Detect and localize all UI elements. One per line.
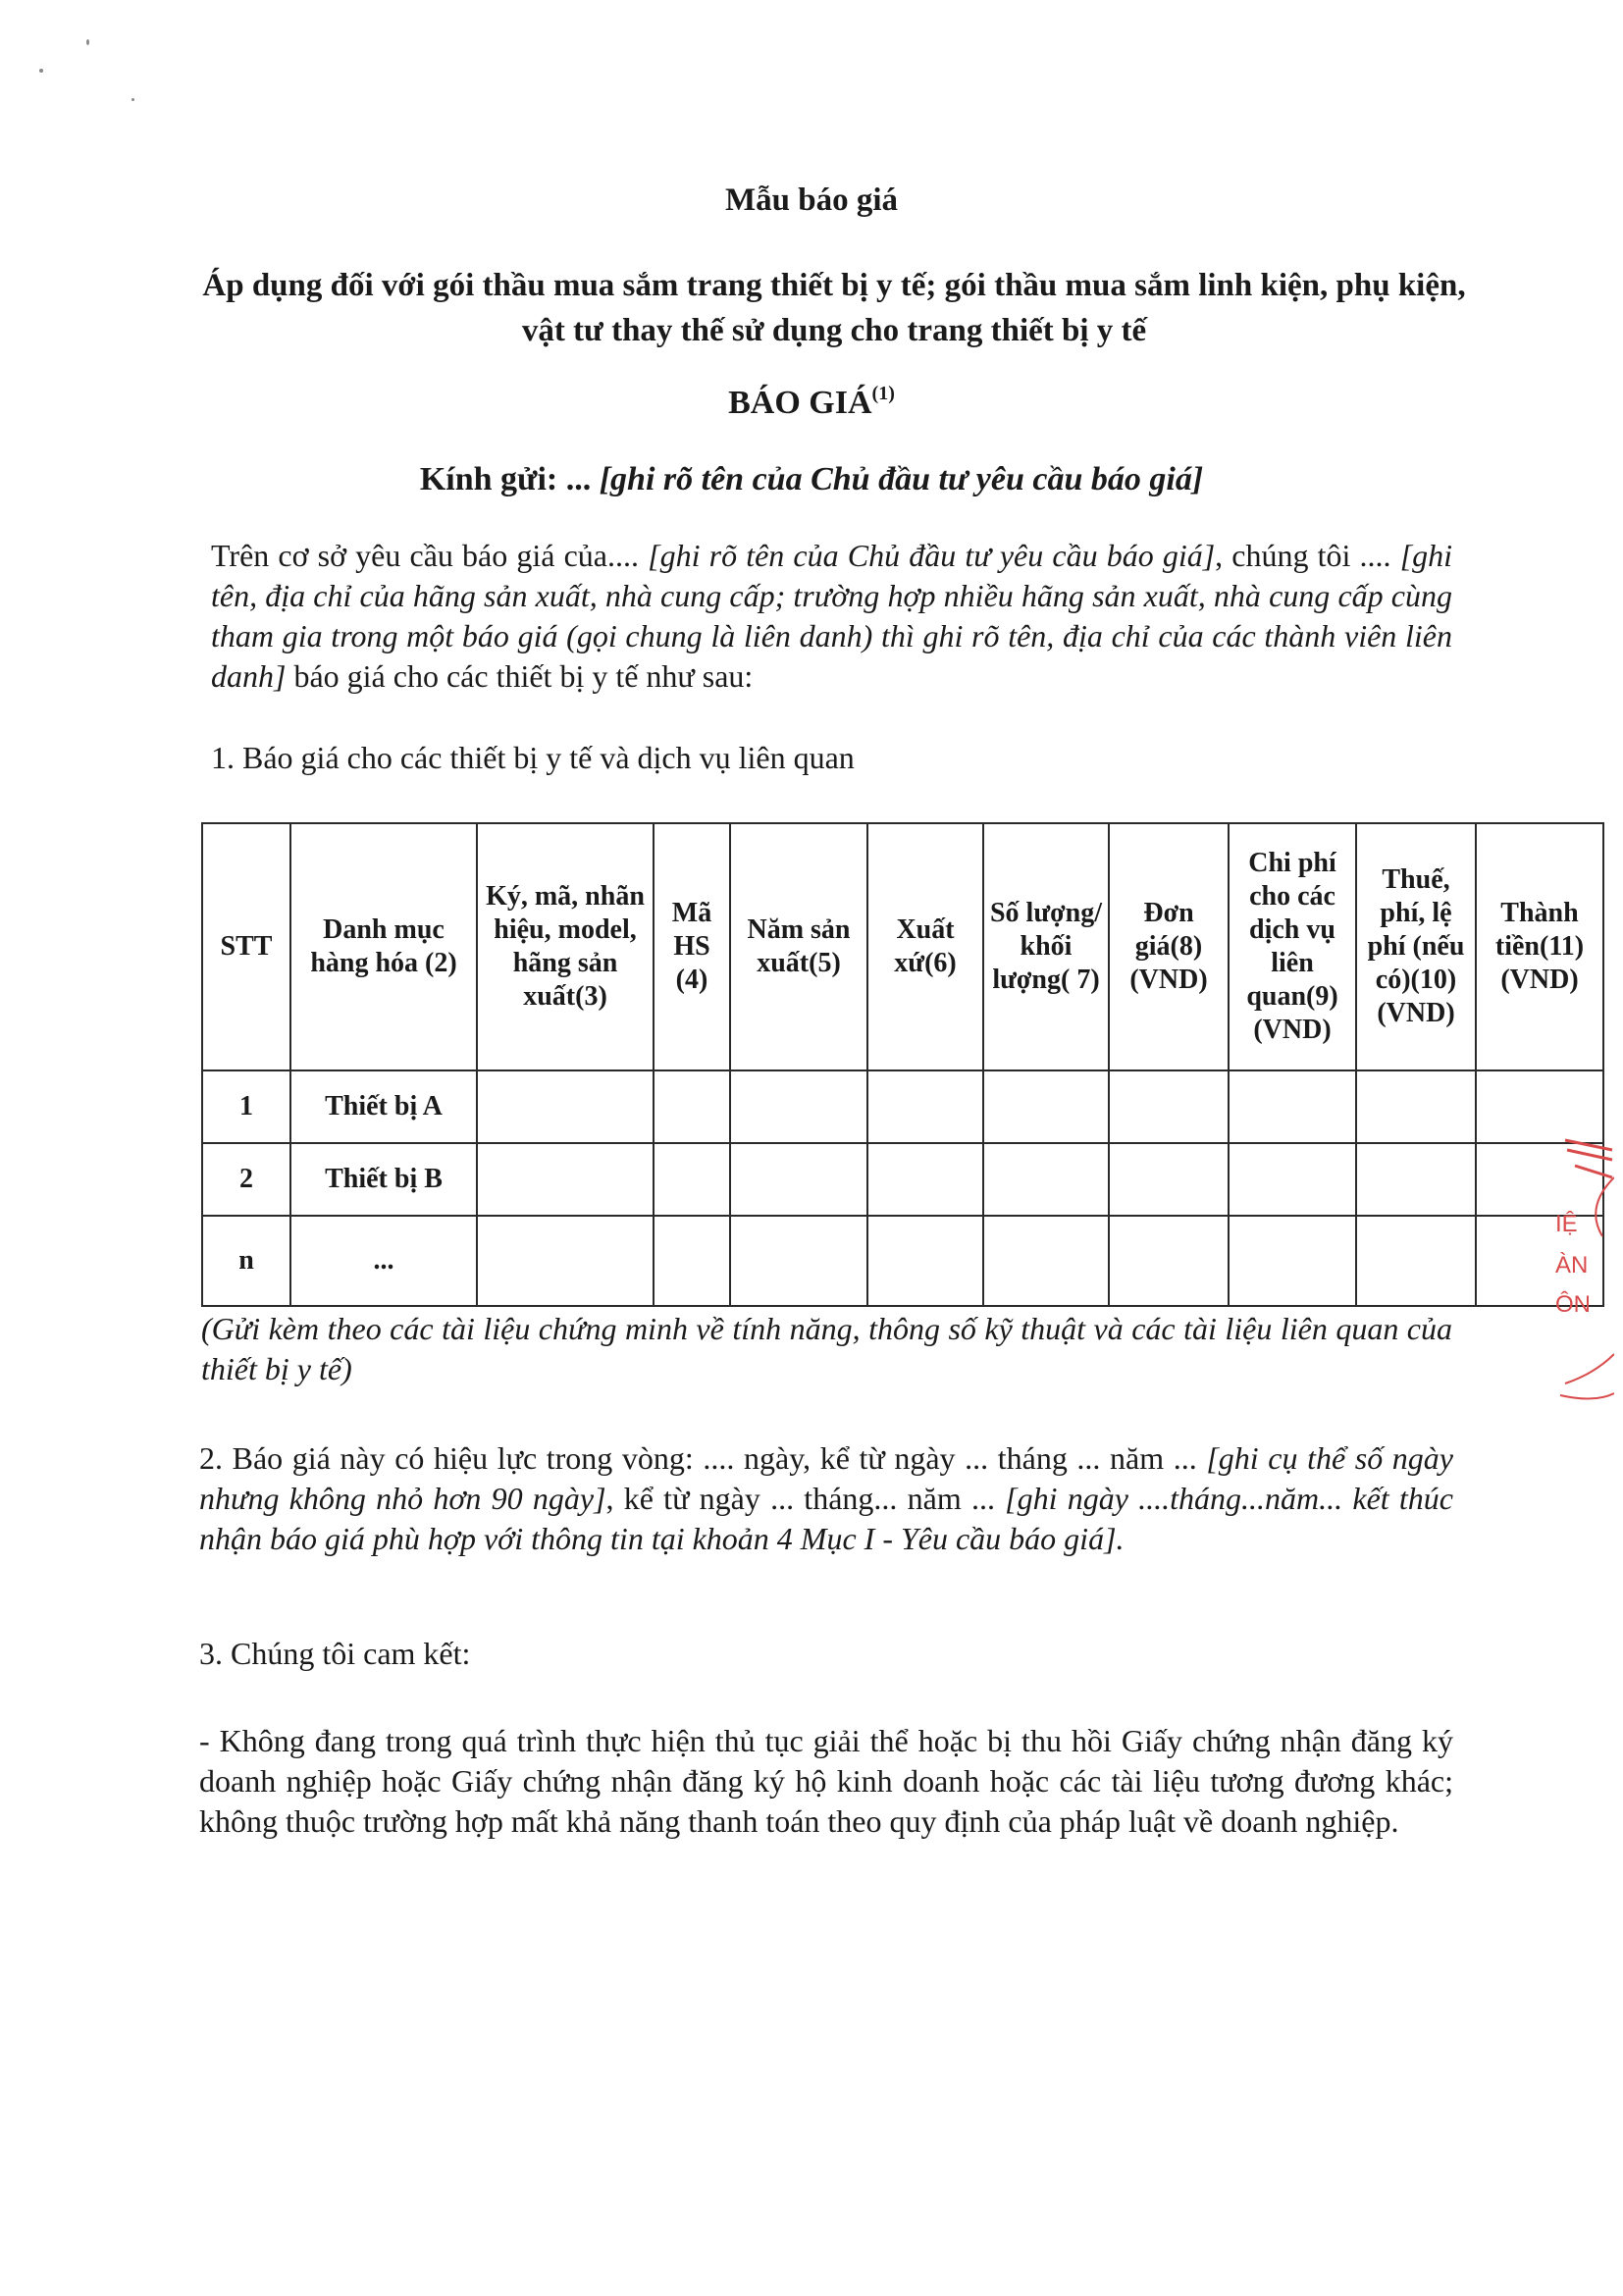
empty-cell [730, 1143, 867, 1216]
intro-paragraph [211, 536, 1452, 697]
validity-placeholder: [ghi cụ thể số ngày nhưng không nhỏ hơn 90 ngày] [199, 1440, 1454, 1516]
empty-cell [867, 1070, 983, 1143]
column-header-origin: Xuất xứ(6) [867, 823, 983, 1070]
document-title-footnote: (1) [871, 383, 895, 404]
empty-cell [867, 1216, 983, 1306]
applies-to-heading: Áp dụng đối với gói thầu mua sắm trang thiết bị y tế; gói thầu mua sắm linh kiện, phụ kiện, vật tư thay thế sử dụng cho trang thiết bị y tế [202, 268, 1466, 348]
scan-speck [131, 98, 134, 101]
red-stamp-fragment [1555, 1138, 1614, 1433]
empty-cell [1229, 1070, 1356, 1143]
empty-cell [1109, 1070, 1229, 1143]
validity-placeholder: [ghi ngày ....tháng...năm... kết thúc nhận báo giá phù hợp với thông tin tại khoản 4 Mục I - Yêu cầu báo giá] [199, 1481, 1454, 1556]
empty-cell [983, 1143, 1109, 1216]
empty-cell [477, 1216, 654, 1306]
validity-text: 2. Báo giá này có hiệu lực trong vòng: .... ngày, kể từ ngày ... tháng ... năm ... [199, 1440, 1207, 1476]
row-item: ... [290, 1216, 477, 1306]
table-header-row [202, 823, 1603, 1070]
column-header-quantity: Số lượng/ khối lượng( 7) [983, 823, 1109, 1070]
empty-cell [1356, 1070, 1476, 1143]
row-stt: 2 [202, 1143, 290, 1216]
intro-placeholder: [ghi tên, địa chỉ của hãng sản xuất, nhà cung cấp; trường hợp nhiều hãng sản xuất, nhà cung cấp cùng tham gia trong một báo giá (gọi chung là liên danh) thì ghi rõ tên, địa chỉ của các thành viên liên danh] [211, 538, 1453, 694]
column-header-unit-price: Đơn giá(8) (VND) [1109, 823, 1229, 1070]
quotation-table [201, 822, 1604, 1307]
stamp-stroke [1560, 1354, 1614, 1399]
intro-text: Trên cơ sở yêu cầu báo giá của.... [211, 538, 639, 573]
empty-cell [477, 1070, 654, 1143]
recipient-line [0, 461, 1623, 498]
table-row [202, 1216, 1603, 1306]
recipient-placeholder: [ghi rõ tên của Chủ đầu tư yêu cầu báo giá] [599, 461, 1204, 497]
empty-cell [1229, 1216, 1356, 1306]
column-header-service-cost: Chi phí cho các dịch vụ liên quan(9) (VND) [1229, 823, 1356, 1070]
empty-cell [1356, 1143, 1476, 1216]
column-header-total: Thành tiền(11) (VND) [1476, 823, 1603, 1070]
stamp-stroke [1565, 1140, 1612, 1177]
document-title [0, 383, 1623, 422]
section-3-heading: 3. Chúng tôi cam kết: [199, 1636, 471, 1671]
scan-speck [39, 69, 43, 73]
validity-text: . [1116, 1521, 1125, 1556]
stamp-stroke [1596, 1177, 1614, 1236]
empty-cell [983, 1216, 1109, 1306]
empty-cell [867, 1143, 983, 1216]
stamp-text-fragment: IỆ [1555, 1211, 1578, 1237]
intro-placeholder: [ghi rõ tên của Chủ đầu tư yêu cầu báo giá] [648, 538, 1216, 573]
form-title: Mẫu báo giá [724, 183, 899, 218]
document-title-text: BÁO GIÁ [728, 385, 872, 421]
table-row [202, 1143, 1603, 1216]
column-header-stt: STT [202, 823, 290, 1070]
empty-cell [654, 1143, 730, 1216]
column-header-brand-model: Ký, mã, nhãn hiệu, model, hãng sản xuất(3) [477, 823, 654, 1070]
row-item: Thiết bị A [290, 1070, 477, 1143]
section-2-validity [199, 1438, 1453, 1559]
empty-cell [983, 1070, 1109, 1143]
empty-cell [730, 1070, 867, 1143]
empty-cell [730, 1216, 867, 1306]
scan-speck [86, 39, 89, 45]
row-stt: n [202, 1216, 290, 1306]
empty-cell [1229, 1143, 1356, 1216]
section-1-heading: 1. Báo giá cho các thiết bị y tế và dịch vụ liên quan [211, 740, 855, 775]
empty-cell [654, 1070, 730, 1143]
attachment-note: (Gửi kèm theo các tài liệu chứng minh về tính năng, thông số kỹ thuật và các tài liệu liên quan của thiết bị y tế) [201, 1311, 1452, 1386]
column-header-tax-fees: Thuế, phí, lệ phí (nếu có)(10) (VND) [1356, 823, 1476, 1070]
stamp-text-fragment: ÔN [1555, 1291, 1591, 1318]
recipient-label: Kính gửi: ... [419, 461, 592, 497]
row-stt: 1 [202, 1070, 290, 1143]
empty-cell [1356, 1216, 1476, 1306]
empty-cell [1109, 1143, 1229, 1216]
table-row [202, 1070, 1603, 1143]
intro-text: , chúng tôi .... [1215, 538, 1391, 573]
stamp-text-fragment: ÀN [1555, 1252, 1589, 1278]
column-header-hs-code: Mã HS (4) [654, 823, 730, 1070]
validity-text: , kể từ ngày ... tháng... năm ... [605, 1481, 1006, 1516]
empty-cell [654, 1216, 730, 1306]
row-item: Thiết bị B [290, 1143, 477, 1216]
column-header-goods: Danh mục hàng hóa (2) [290, 823, 477, 1070]
empty-cell [1109, 1216, 1229, 1306]
empty-cell [1476, 1070, 1603, 1143]
commitment-item: - Không đang trong quá trình thực hiện thủ tục giải thể hoặc bị thu hồi Giấy chứng nhận đăng ký doanh nghiệp hoặc Giấy chứng nhận đăng ký hộ kinh doanh hoặc các tài liệu tương đương khác; không thuộc trường hợp mất khả năng thanh toán theo quy định của pháp luật về doanh nghiệp. [199, 1723, 1453, 1839]
column-header-year: Năm sản xuất(5) [730, 823, 867, 1070]
intro-text: báo giá cho các thiết bị y tế như sau: [286, 658, 754, 694]
empty-cell [477, 1143, 654, 1216]
